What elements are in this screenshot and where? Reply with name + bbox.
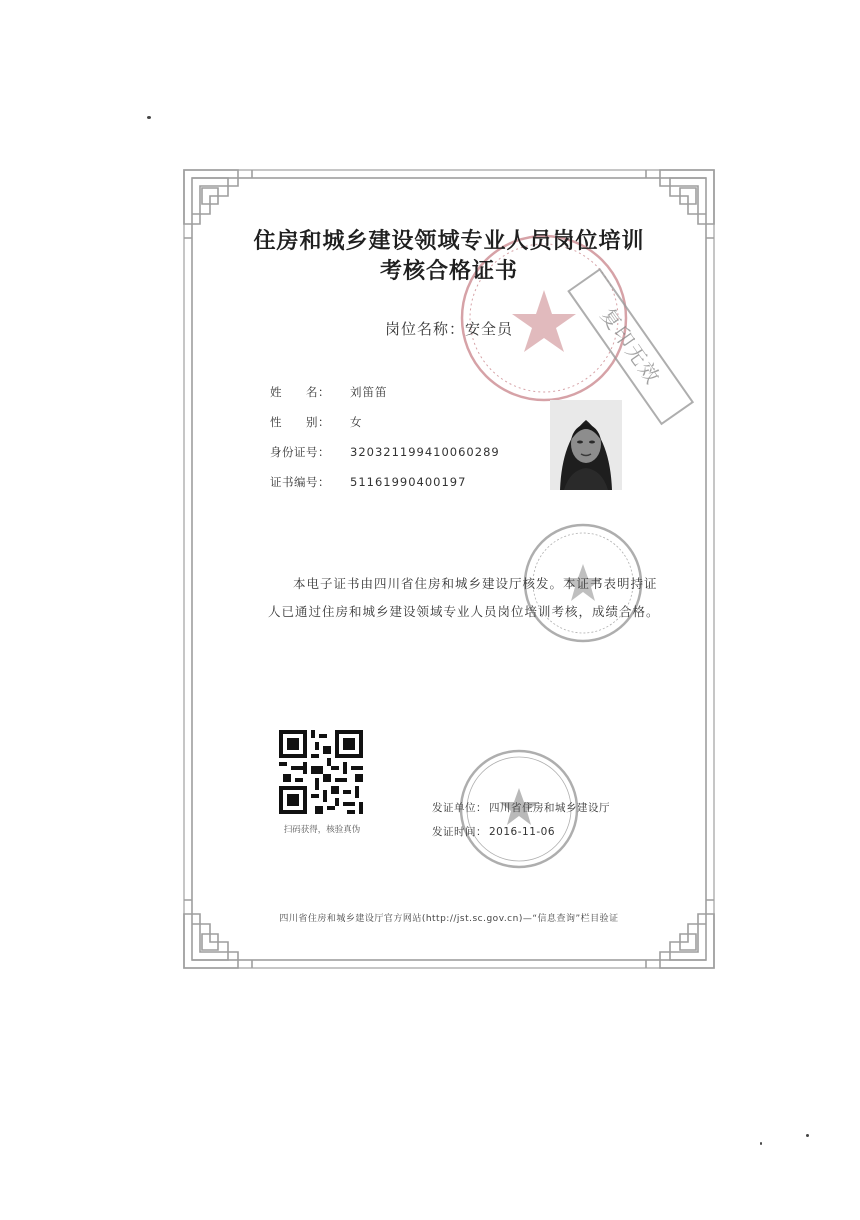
issue-date-value: 2016-11-06 — [489, 826, 556, 838]
post-value: 安全员 — [465, 320, 514, 338]
field-label: 证书编号： — [270, 475, 330, 489]
issuer-org-value: 四川省住房和城乡建设厅 — [489, 802, 610, 814]
field-label: 身份证号： — [270, 445, 330, 459]
qr-caption: 扫码获得，核验真伪 — [283, 825, 361, 835]
field-label: 性 别： — [270, 415, 330, 429]
issuer-org-label: 发证单位： — [432, 802, 487, 814]
field-value: 刘笛笛 — [350, 385, 388, 399]
issuing-organization — [432, 800, 610, 815]
field-cert-number — [270, 474, 466, 490]
field-id-number — [270, 444, 500, 460]
scan-speck — [147, 116, 151, 119]
certificate-title-line1: 住房和城乡建设领域专业人员岗位培训 — [253, 228, 645, 254]
copy-invalid-stamp: 复印无效 — [567, 268, 694, 425]
certificate — [182, 168, 716, 970]
scan-speck — [760, 1142, 762, 1145]
qr-code-icon[interactable] — [279, 730, 363, 814]
issue-date — [432, 824, 555, 839]
field-value: 320321199410060289 — [350, 445, 500, 459]
portrait-photo — [550, 400, 622, 490]
certificate-title-line2: 考核合格证书 — [379, 258, 518, 284]
field-value: 女 — [350, 415, 363, 429]
field-label: 姓 名： — [270, 385, 330, 399]
field-gender — [270, 414, 363, 430]
post-name — [182, 318, 716, 339]
verification-footer: 四川省住房和城乡建设厅官方网站(http://jst.sc.gov.cn)—“信息查询”栏目验证 — [279, 914, 619, 924]
field-name — [270, 384, 388, 400]
issue-date-label: 发证时间： — [432, 826, 487, 838]
post-label: 岗位名称： — [384, 320, 465, 338]
certificate-statement: 本电子证书由四川省住房和城乡建设厅核发。本证书表明持证人已通过住房和城乡建设领域专业人员岗位培训考核，成绩合格。 — [268, 576, 660, 619]
scan-speck — [806, 1134, 809, 1137]
field-value: 51161990400197 — [350, 475, 467, 489]
